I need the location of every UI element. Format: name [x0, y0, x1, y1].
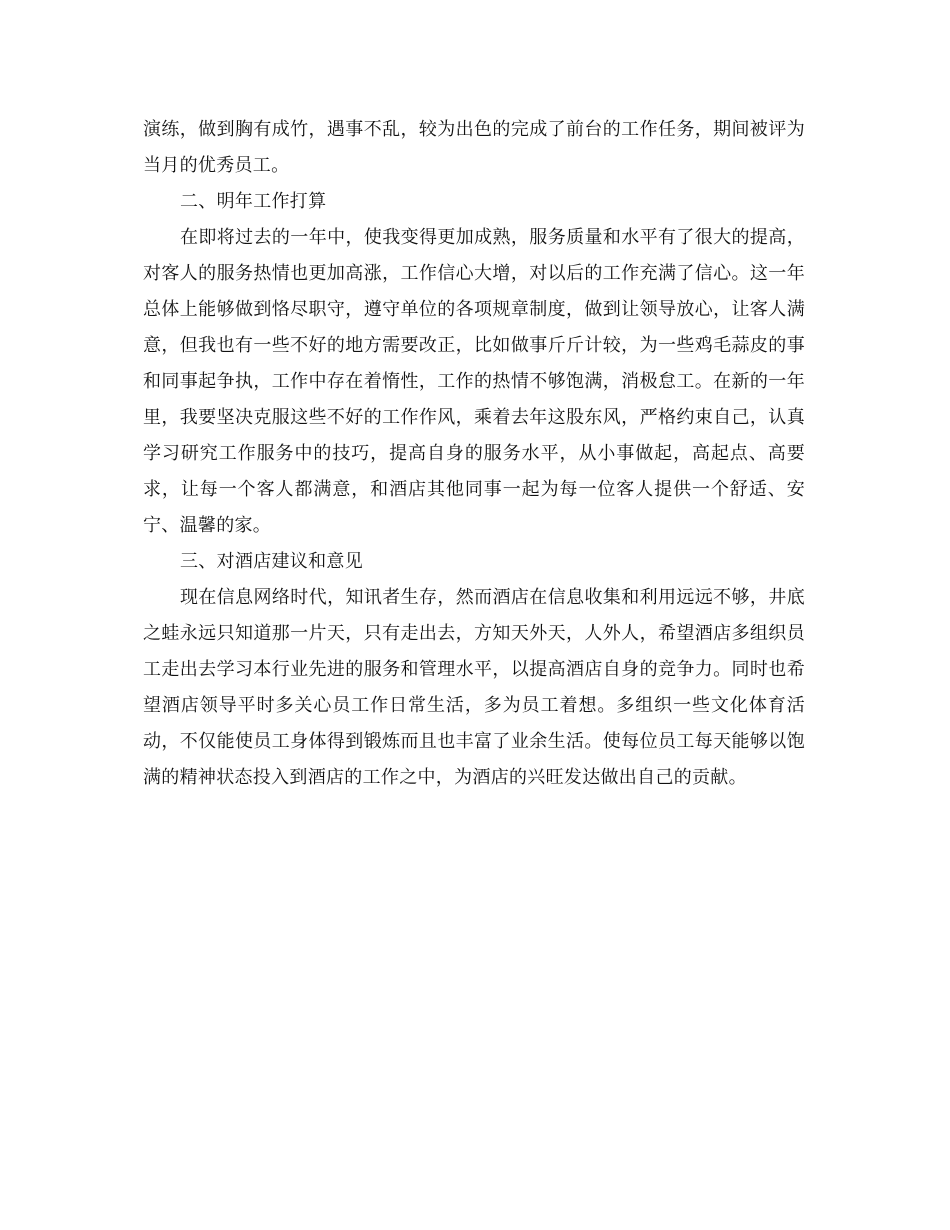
- document-body: [143, 112, 805, 796]
- section-heading-next-year-plan: 二、明年工作打算: [180, 191, 327, 212]
- section-heading-suggestions: 三、对酒店建议和意见: [180, 551, 363, 572]
- paragraph-next-year-plan: 在即将过去的一年中，使我变得更加成熟，服务质量和水平有了很大的提高，对客人的服务热情也更加高涨，工作信心大增，对以后的工作充满了信心。这一年总体上能够做到恪尽职守，遵守单位的各项规章制度，做到让领导放心，让客人满意，但我也有一些不好的地方需要改正，比如做事斤斤计较，为一些鸡毛蒜皮的事和同事起争执，工作中存在着惰性，工作的热情不够饱满，消极怠工。在新的一年里，我要坚决克服这些不好的工作作风，乘着去年这股东风，严格约束自己，认真学习研究工作服务中的技巧，提高自身的服务水平，从小事做起，高起点、高要求，让每一个客人都满意，和酒店其他同事一起为每一位客人提供一个舒适、安宁、温馨的家。: [143, 227, 805, 536]
- paragraph-continuation: 演练，做到胸有成竹，遇事不乱，较为出色的完成了前台的工作任务，期间被评为当月的优秀员工。: [143, 119, 805, 176]
- paragraph-suggestions: 现在信息网络时代，知讯者生存，然而酒店在信息收集和利用远远不够，井底之蛙永远只知道那一片天，只有走出去，方知天外天，人外人，希望酒店多组织员工走出去学习本行业先进的服务和管理水平，以提高酒店自身的竞争力。同时也希望酒店领导平时多关心员工作日常生活，多为员工着想。多组织一些文化体育活动，不仅能使员工身体得到锻炼而且也丰富了业余生活。使每位员工每天能够以饱满的精神状态投入到酒店的工作之中，为酒店的兴旺发达做出自己的贡献。: [143, 587, 805, 788]
